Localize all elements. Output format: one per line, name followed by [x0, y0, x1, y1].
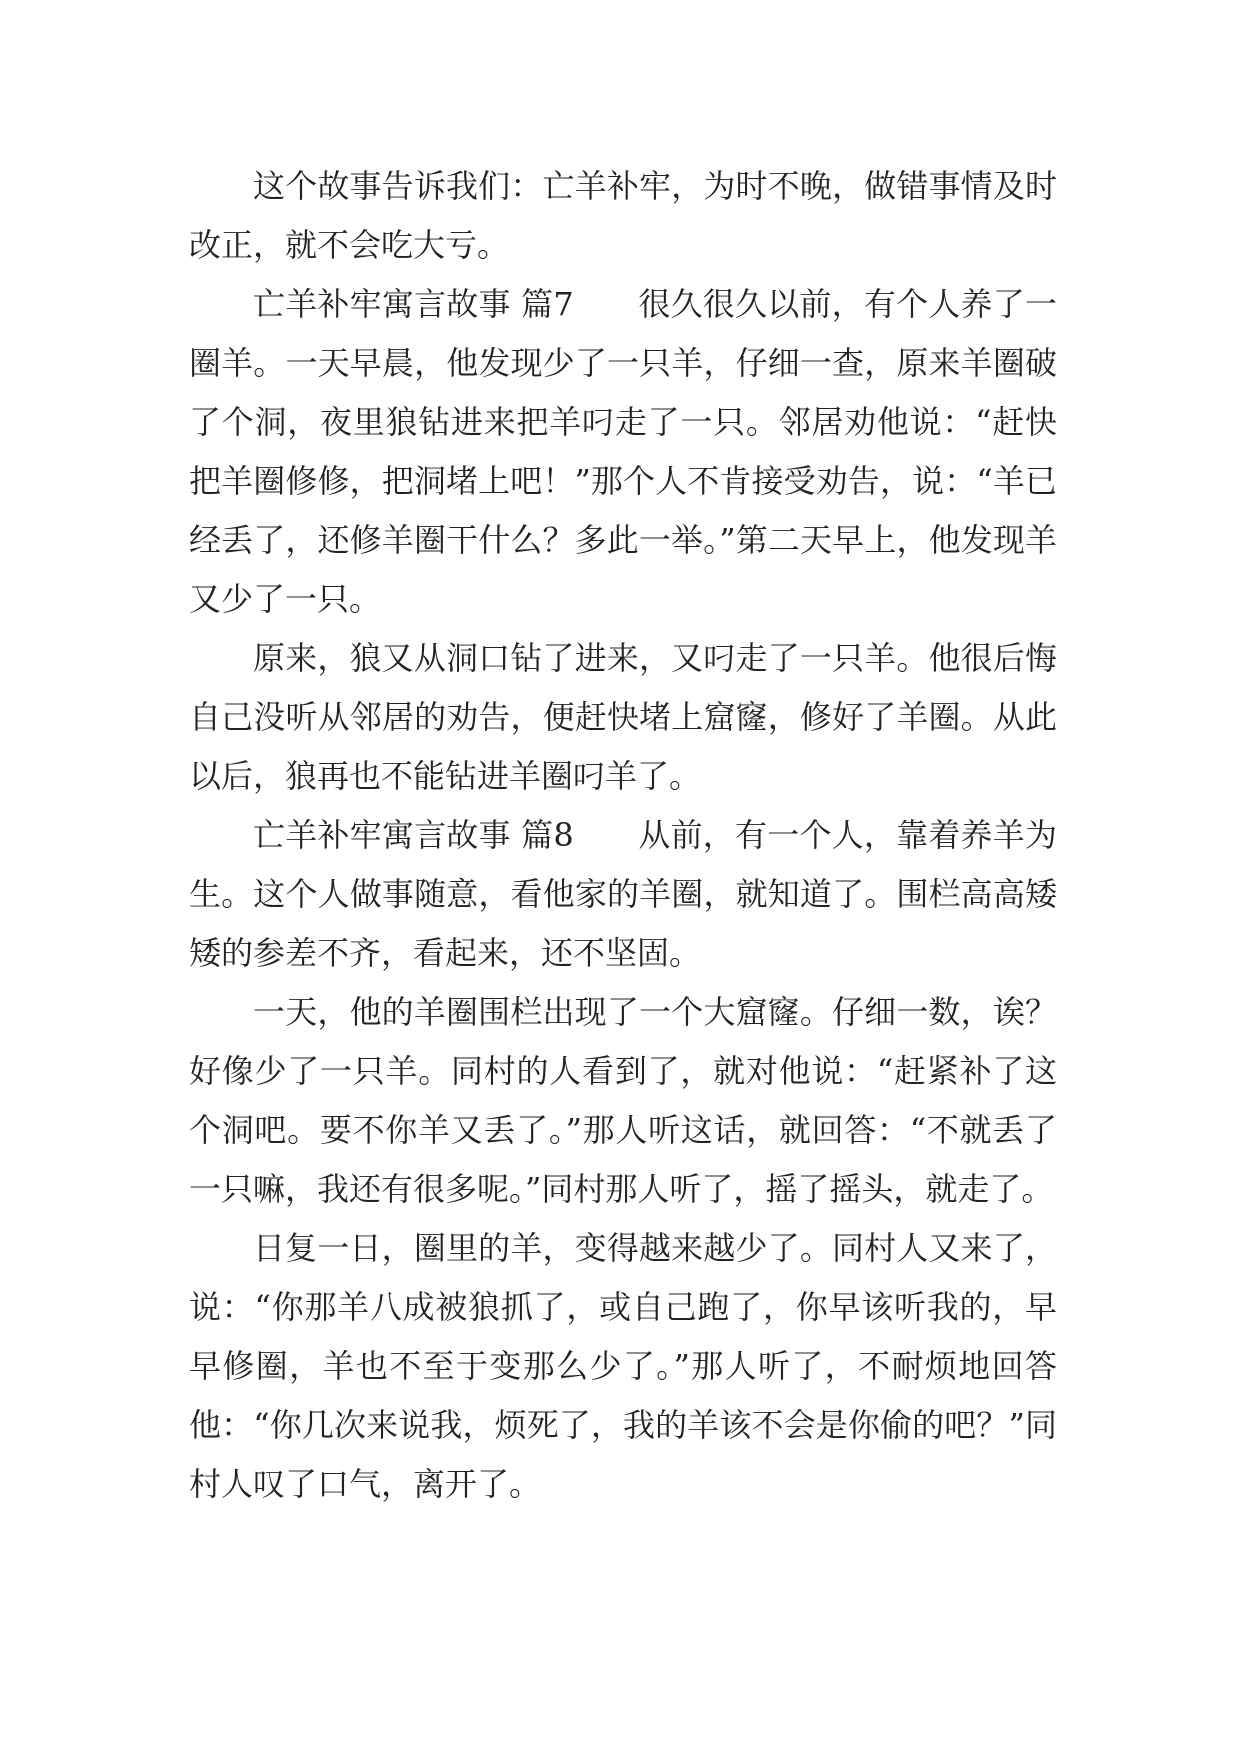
paragraph-story-7-ending: 原来，狼又从洞口钻了进来，又叼走了一只羊。他很后悔自己没听从邻居的劝告，便赶快堵上窟窿，修好了羊圈。从此以后，狼再也不能钻进羊圈叼羊了。 [189, 639, 1057, 795]
document-body [189, 157, 1057, 1514]
paragraph-story-8-hole: 一天，他的羊圈围栏出现了一个大窟窿。仔细一数，诶？好像少了一只羊。同村的人看到了，就对他说：“赶紧补了这个洞吧。要不你羊又丢了。”那人听这话，就回答：“不就丢了一只嘛，我还有很多呢。”同村那人听了，摇了摇头，就走了。 [189, 993, 1057, 1208]
paragraph-story-7-intro: 亡羊补牢寓言故事 篇7 很久很久以前，有个人养了一圈羊。一天早晨，他发现少了一只羊，仔细一查，原来羊圈破了个洞，夜里狼钻进来把羊叼走了一只。邻居劝他说：“赶快把羊圈修修，把洞堵上吧！”那个人不肯接受劝告，说：“羊已经丢了，还修羊圈干什么？多此一举。”第二天早上，他发现羊又少了一只。 [189, 285, 1057, 618]
paragraph-moral: 这个故事告诉我们：亡羊补牢，为时不晚，做错事情及时改正，就不会吃大亏。 [189, 167, 1057, 264]
paragraph-story-8-decline: 日复一日，圈里的羊，变得越来越少了。同村人又来了，说：“你那羊八成被狼抓了，或自己跑了，你早该听我的，早早修圈，羊也不至于变那么少了。”那人听了，不耐烦地回答他：“你几次来说我，烦死了，我的羊该不会是你偷的吧？”同村人叹了口气，离开了。 [189, 1229, 1057, 1503]
paragraph-story-8-intro: 亡羊补牢寓言故事 篇8 从前，有一个人，靠着养羊为生。这个人做事随意，看他家的羊圈，就知道了。围栏高高矮矮的参差不齐，看起来，还不坚固。 [189, 816, 1057, 972]
